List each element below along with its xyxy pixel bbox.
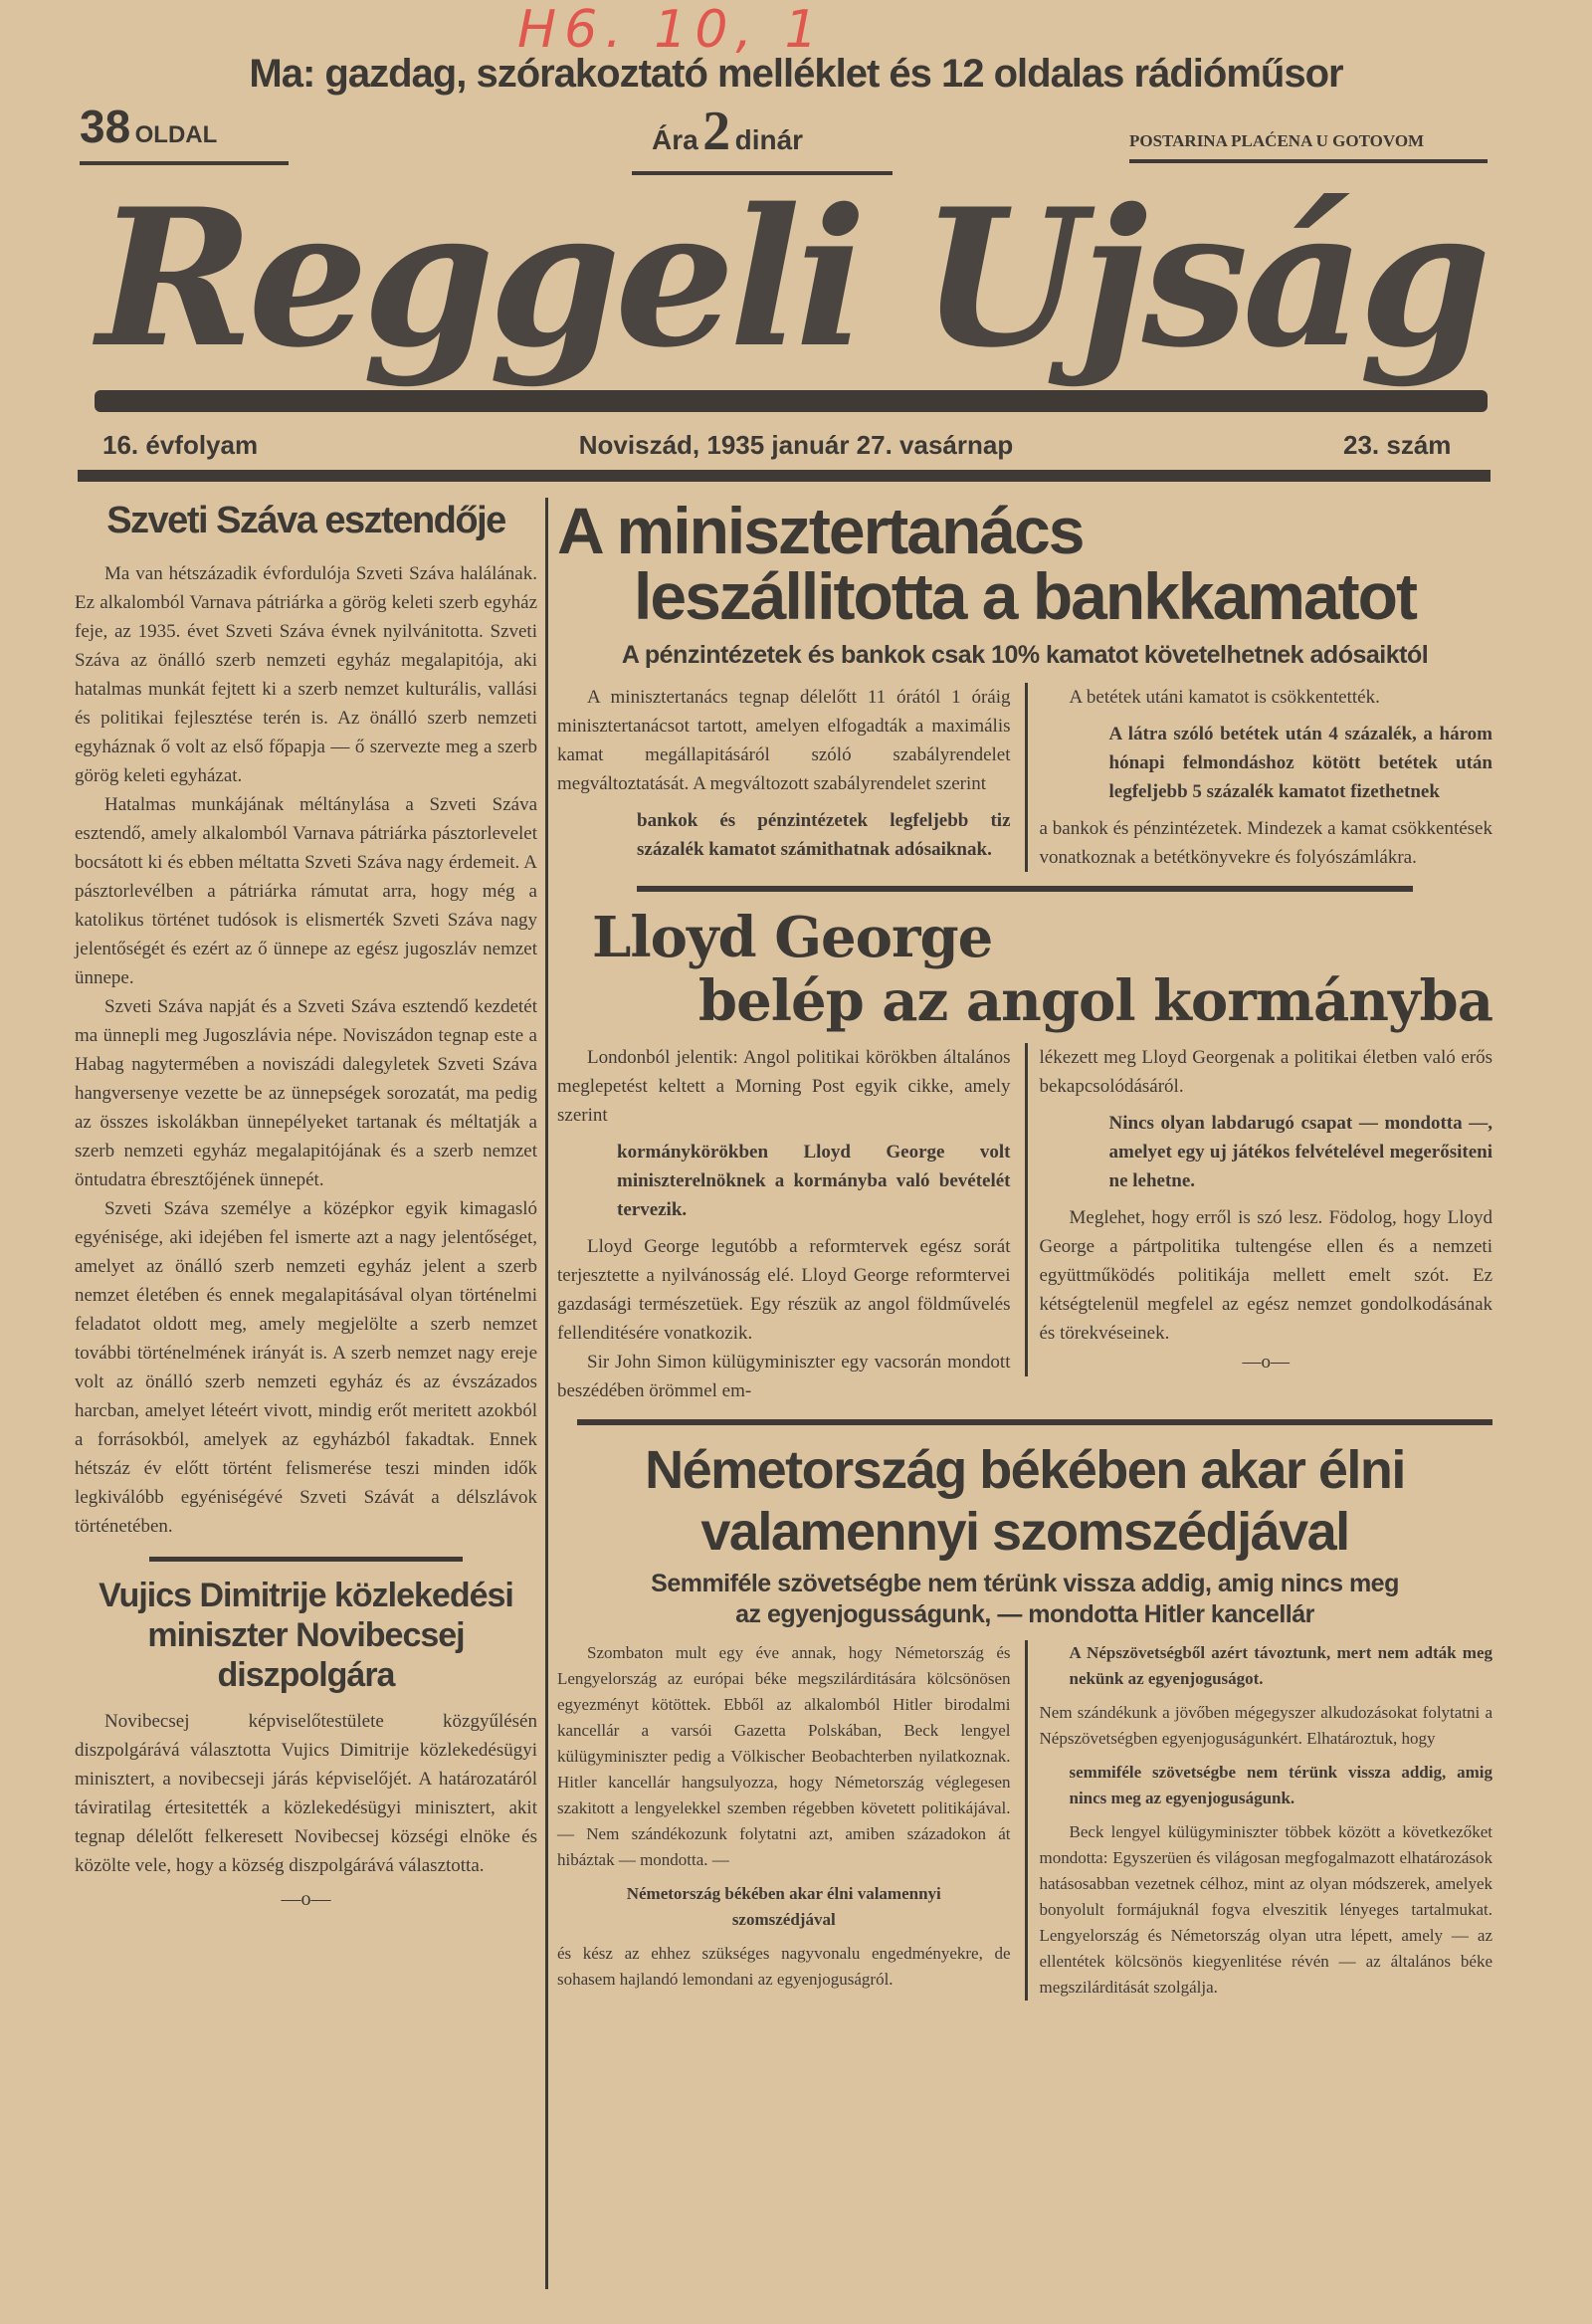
- article-column: [1025, 1640, 1493, 2001]
- subheadline-text: A pénzintézetek és bankok csak 10% kamatot követelhetnek adósaiktól: [621, 641, 1429, 669]
- page-count-label: OLDAL: [134, 121, 218, 148]
- price: [652, 100, 803, 163]
- subheadline-line: [557, 1569, 1492, 1599]
- headline-line-text: Lloyd George: [592, 905, 993, 970]
- paragraph: és kész az ehhez szükséges nagyvonalu engedményekre, de sohasem hajlandó lemondani az egyenjoguságról.: [557, 1944, 1011, 1989]
- headline: [557, 906, 1492, 1033]
- paragraph: Hatalmas munkájának méltánylása a Szveti Száva esztendő, amely alkalomból Varnava pátriárka pásztorlevelet bocsátott ki és ebben méltatta Szveti Száva nagy érdemeit. A pásztorlevélben a pátriárka rámutat arra, hogy még a katolikus történet tudósok is elismerték Szveti Száva nagy jelentőségét és ezért az ő ünnepe az egész jugoszláv nemzet ünnepe.: [75, 794, 537, 988]
- article-title: [75, 498, 537, 543]
- article-body: [75, 1707, 537, 1880]
- masthead-text: Reggeli Ujság: [97, 167, 1486, 389]
- highlighted-quote: A látra szóló betétek után 4 százalék, a három hónapi felmondáshoz kötött betétek után legfeljebb 5 százalék kamatot fizethetnek: [1108, 724, 1492, 802]
- main-news-area: [557, 494, 1492, 2001]
- article-title: Vujics Dimitrije közlekedési miniszter Novibecsej diszpolgára: [99, 1577, 513, 1694]
- paragraph: Beck lengyel külügyminiszter többek között a következőket mondotta: Egyszerüen és világosan megfogalmazott elhatározások hatásosabban vezetnek célhoz, mint az olyan módszerek, amelyek bonyolult formájuknál fogva elveszitik lényeges tartalmukat. Lengyelország és Németország olyan utra lépett, amely — az ellentétek kölcsönös kiegyenlitése révén — az általános béke megszilárditását szolgálja.: [1039, 1822, 1492, 1997]
- end-mark: —o—: [281, 1888, 331, 1910]
- column-divider: [545, 498, 548, 2289]
- page-count-number: 38: [80, 101, 131, 152]
- headline-line: [557, 969, 1492, 1033]
- subheadline-line-text: Semmiféle szövetségbe nem térünk vissza addig, amig nincs meg: [651, 1570, 1399, 1597]
- volume: 16. évfolyam: [102, 430, 259, 460]
- article-columns: [557, 1640, 1492, 2001]
- paragraph: lékezett meg Lloyd Georgenak a politikai életben való erős bekapcsolódásáról.: [1039, 1047, 1492, 1097]
- masthead-underline: [95, 390, 1488, 412]
- paragraph: Szombaton mult egy éve annak, hogy Németország és Lengyelország az európai béke megszilárditására kölcsönösen egyezményt kötöttek. Ebből az alkalomból Hitler birodalmi kancellár a varsói Gazetta Polskában, Beck lengyel külügyminiszter pedig a Völkischer Beobachterben nyilatkoznak. Hitler kancellár hangsulyozza, hogy Németország véglegesen szakitott a lengyelekkel szemben régebben követett politikájával. — Nem szándékozunk folytatni azt, amiben századokon át hibáztak — mondotta. —: [557, 1643, 1011, 1869]
- issue-number: 23. szám: [1343, 430, 1452, 460]
- divider: [149, 1557, 463, 1562]
- page-count: [80, 100, 217, 153]
- paragraph: Ma van hétszázadik évfordulója Szveti Száva halálának. Ez alkalomból Varnava pátriárka a görög keleti szerb egyház feje, az 1935. évet Szveti Száva évnek nyilvánitotta. Szveti Száva az önálló szerb nemzeti egyház megalapitója, aki hatalmas munkát fejtett ki a szerb nemzet kulturális, vallási és politikai fejlesztése terén is. Az önálló szerb nemzeti egyháznak ő volt az első főpapja — ő szervezte meg a szerb görög keleti egyházat.: [75, 563, 537, 786]
- subheadline: [557, 639, 1492, 671]
- pencil-archive-note: H6. 10, 1: [517, 0, 826, 60]
- highlighted-quote: semmiféle szövetségbe nem térünk vissza addig, amig nincs meg az egyenjoguságunk.: [1069, 1763, 1492, 1807]
- highlighted-quote: kormánykörökben Lloyd George volt miniszterelnöknek a kormányba való bevételét tervezik.: [617, 1142, 1011, 1220]
- price-prefix: Ára: [652, 124, 698, 155]
- left-column: [75, 498, 537, 1911]
- paragraph: Szveti Száva személye a középkor egyik kimagasló egyénisége, aki idejében fel ismerte azt a nagy jelentőséget, amelyet az önálló szerb nemzeti egyház jelent a szerb nemzet életében és ennek megalapitásával olyan történelmi feladatot oldott meg, amely megjelölte a szerb nemzet további történelmének irányát is. A szerb nemzet nagy ereje volt az önálló szerb nemzeti egyház és az évszázados harcban, amelyet léteért vivott, mindig erőt meritett azokból a forrásokból, amelyek az egyházból fakadtak. Ennek hétszáz év előtt történt felismerése teszi minden idők legkiválóbb egyéniségévé Szveti Szávát a délszlávok történetében.: [75, 1198, 537, 1537]
- divider: [577, 1419, 1492, 1425]
- article-column: [557, 683, 1011, 872]
- subheadline-line-text: az egyenjogusságunk, — mondotta Hitler kancellár: [735, 1600, 1314, 1628]
- inline-heading: Németország békében akar élni valamennyi szomszédjával: [626, 1884, 941, 1929]
- headline-line-text: leszállitotta a bankkamatot: [634, 559, 1416, 633]
- article-title-text: Szveti Száva esztendője: [106, 500, 505, 541]
- paragraph: Nem szándékunk a jövőben mégegyszer alkudozásokat folytatni a Népszövetségben egyenjoguságunkért. Elhatároztuk, hogy: [1039, 1703, 1492, 1748]
- headline: [557, 1439, 1492, 1563]
- divider: [1129, 159, 1488, 163]
- highlighted-quote: Nincs olyan labdarugó csapat — mondotta —, amelyet egy uj játékos felvételével megerősiteni ne lehetne.: [1108, 1113, 1492, 1191]
- headline: [557, 494, 1492, 633]
- article-body: [75, 559, 537, 1541]
- article-columns: [557, 683, 1492, 872]
- headline-line-text: A minisztertanács: [557, 494, 1084, 567]
- teaser-text: Ma: gazdag, szórakoztató melléklet és 12 oldalas rádióműsor: [249, 52, 1343, 96]
- price-unit: dinár: [734, 124, 804, 155]
- paragraph: Szveti Száva napját és a Szveti Száva esztendő kezdetét ma ünnepli meg Jugoszlávia népe. Noviszádon tegnap este a Habag nagytermében a noviszádi dalegyletek Szveti Száva hangversenye vezette be az ünnepségek sorozatát, ma pedig az összes iskolákban ünnepélyeket tartanak és méltatják a szerb nemzeti egyház megalapitójának és a szerb nemzet öntudatra ébresztőjének ünnepét.: [75, 996, 537, 1190]
- article-column: [557, 1043, 1011, 1405]
- article-column: [557, 1640, 1011, 1993]
- headline-line: [557, 559, 1492, 633]
- headline-line-text: Németország békében akar élni: [645, 1440, 1405, 1500]
- postage-note: POSTARINA PLAĆENA U GOTOVOM: [1129, 131, 1425, 150]
- headline-line-text: valamennyi szomszédjával: [700, 1502, 1349, 1562]
- dateline: Noviszád, 1935 január 27. vasárnap: [578, 430, 1014, 460]
- paragraph: Londonból jelentik: Angol politikai körökben általános meglepetést keltett a Morning Post egyik cikke, amely szerint: [557, 1047, 1011, 1126]
- headline-line: [557, 1501, 1492, 1563]
- teaser-line: [80, 52, 1512, 97]
- headline-line: [557, 494, 1492, 567]
- end-mark: —o—: [1242, 1352, 1290, 1373]
- divider: [80, 161, 289, 165]
- paragraph: A minisztertanács tegnap délelőtt 11 órától 1 óráig minisztertanácsot tartott, amelyen elfogadták a maximális kamat megállapitásáról szóló szabályrendelet megváltoztatását. A megváltozott szabályrendelet szerint: [557, 687, 1011, 794]
- masthead-logo: [95, 169, 1488, 388]
- subheadline: [557, 1569, 1492, 1630]
- article-column: [1025, 683, 1493, 872]
- article-column: [1025, 1043, 1493, 1376]
- article-columns: [557, 1043, 1492, 1405]
- divider: [78, 470, 1491, 482]
- paragraph: Meglehet, hogy erről is szó lesz. Födolog, hogy Lloyd George a pártpolitika tultengése ellen és a nemzeti együttműködés politikája mellett emelt szót. Ez kétségtelenül megfelel az egész nemzet gondolkodásának és törekvéseinek.: [1039, 1207, 1492, 1344]
- paragraph: Lloyd George legutóbb a reformtervek egész sorát terjesztette a nyilvánosság elé. Lloyd George reformtervei gazdasági természetüek. Egy részük az angol földművelés fellenditésére vonatkozik.: [557, 1236, 1011, 1344]
- paragraph: Sir John Simon külügyminiszter egy vacsorán mondott beszédében örömmel em-: [557, 1352, 1011, 1401]
- paragraph: a bankok és pénzintézetek. Mindezek a kamat csökkentések vonatkoznak a betétkönyvekre és folyószámlákra.: [1039, 818, 1492, 868]
- paragraph: Novibecsej képviselőtestülete közgyűlésén diszpolgárává választotta Vujics Dimitrije közlekedésügyi minisztert, a novibecseji járás képviselőjét. A határozatáról táviratilag értesitették a közlekedésügyi minisztert, akit tegnap délelőtt felkeresett Novibecsej községi elnöke és közölte vele, hogy a község diszpolgárává választotta.: [75, 1711, 537, 1876]
- price-value: 2: [702, 101, 731, 162]
- highlighted-quote: bankok és pénzintézetek legfeljebb tiz százalék kamatot számithatnak adósaiknak.: [637, 810, 1011, 860]
- headline-line: [557, 906, 1492, 969]
- headline-line-text: belép az angol kormányba: [697, 968, 1492, 1034]
- highlighted-quote: A Népszövetségből azért távoztunk, mert nem adták meg nekünk az egyenjoguságot.: [1069, 1643, 1492, 1688]
- paragraph: A betétek utáni kamatot is csökkentették.: [1069, 687, 1380, 708]
- headline-line: [557, 1439, 1492, 1501]
- subheadline-line: [557, 1599, 1492, 1630]
- divider: [637, 886, 1413, 892]
